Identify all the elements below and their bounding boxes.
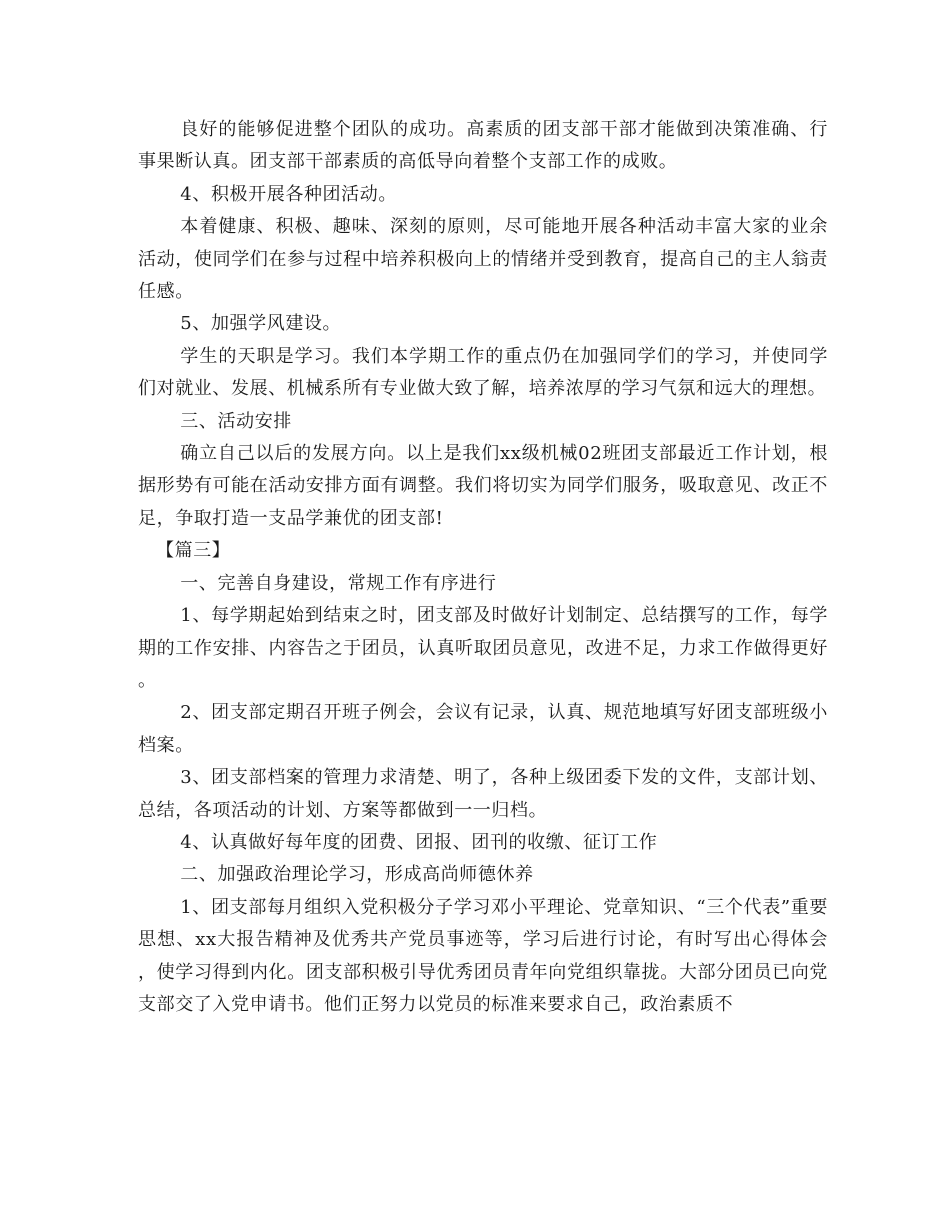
paragraph-4: 5、加强学风建设。: [180, 313, 342, 335]
paragraph-10: 1、每学期起始到结束之时，团支部及时做好计划制定、总结撰写的工作，每学期的工作安排、内容告之于团员，认真听取团员意见，改进不足，力求工作做得更好。: [138, 605, 828, 691]
paragraph-5: 学生的天职是学习。我们本学期工作的重点仍在加强同学们的学习，并使同学们对就业、发展、机械系所有专业做大致了解，培养浓厚的学习气氛和远大的理想。: [138, 345, 828, 400]
paragraph-7: 确立自己以后的发展方向。以上是我们xx级机械02班团支部最近工作计划，根据形势有可能在活动安排方面有调整。我们将切实为同学们服务，吸取意见、改正不足，争取打造一支品学兼优的团支部!: [138, 443, 828, 529]
paragraph-1: 良好的能够促进整个团队的成功。高素质的团支部干部才能做到决策准确、行事果断认真。团支部干部素质的高低导向着整个支部工作的成败。: [138, 119, 828, 173]
section-heading-activity: 三、活动安排: [180, 410, 292, 432]
document-body: [138, 114, 828, 1021]
paragraph-11: 2、团支部定期召开班子例会，会议有记录，认真、规范地填写好团支部班级小档案。: [138, 702, 828, 756]
chapter-heading: 【篇三】: [156, 540, 231, 562]
paragraph-12: 3、团支部档案的管理力求清楚、明了，各种上级团委下发的文件，支部计划、总结，各项活动的计划、方案等都做到一一归档。: [138, 767, 828, 821]
section-heading-2: 二、加强政治理论学习，形成高尚师德休养: [180, 864, 534, 886]
paragraph-13: 4、认真做好每年度的团费、团报、团刊的收缴、征订工作: [180, 831, 658, 853]
paragraph-3: 本着健康、积极、趣味、深刻的原则，尽可能地开展各种活动丰富大家的业余活动，使同学们在参与过程中培养积极向上的情绪并受到教育，提高自己的主人翁责任感。: [138, 216, 828, 303]
paragraph-2: 4、积极开展各种团活动。: [180, 183, 397, 205]
section-heading-1: 一、完善自身建设，常规工作有序进行: [180, 572, 497, 594]
paragraph-15: 1、团支部每月组织入党积极分子学习邓小平理论、党章知识、“三个代表”重要思想、xx大报告精神及优秀共产党员事迹等，学习后进行讨论，有时写出心得体会，使学习得到内化。团支部积极引导优秀团员青年向党组织靠拢。大部分团员已向党支部交了入党申请书。他们正努力以党员的标准来要求自己，政治素质不: [138, 896, 828, 1015]
